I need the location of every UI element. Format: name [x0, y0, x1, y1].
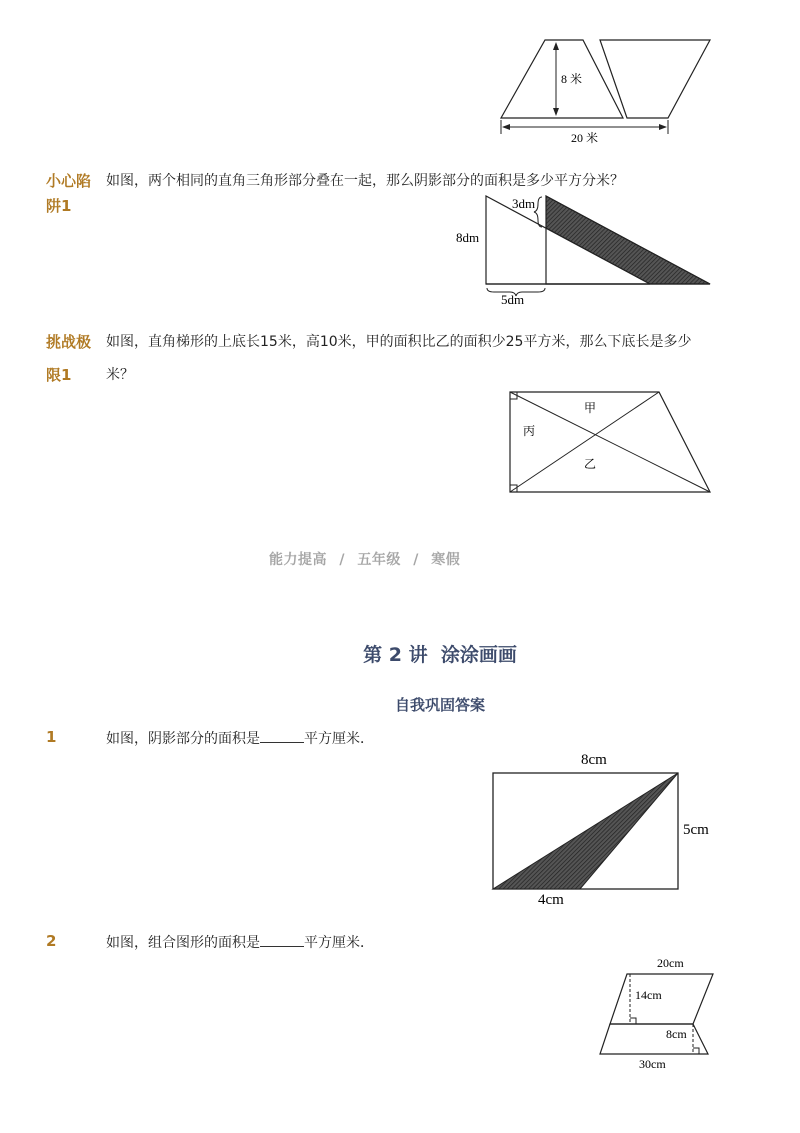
footer-part1: 能力提高: [269, 552, 327, 568]
label-3dm: 3dm: [512, 196, 536, 211]
label-5dm: 5dm: [501, 292, 525, 307]
challenge1-question-text: [106, 333, 746, 384]
q2-answer-blank: [260, 933, 304, 947]
label-4cm: 4cm: [538, 892, 564, 908]
base-arrow-head-right: [659, 124, 667, 130]
label-8cm-q2: 8cm: [666, 1027, 687, 1041]
section-title: 自我巩固答案: [394, 696, 485, 714]
top-trapezoid-figure: [495, 36, 720, 148]
base-label: 20 米: [571, 131, 599, 145]
footer-sep1: /: [339, 552, 345, 568]
q1-number: 1: [46, 728, 57, 746]
diagonal-1: [510, 392, 710, 492]
footer-sep2: /: [413, 552, 419, 568]
base-arrow-head-left: [502, 124, 510, 130]
q2-text-after: 平方厘米．: [304, 935, 374, 951]
trap1-label-line2: 阱1: [46, 197, 72, 215]
challenge1-label-line2: 限1: [46, 366, 72, 384]
label-yi: 乙: [584, 457, 597, 471]
label-bing: 丙: [523, 424, 536, 438]
height-arrow-head-top: [553, 42, 559, 50]
shaded-triangle: [493, 773, 678, 889]
trap1-question-text: 如图，两个相同的直角三角形部分叠在一起，那么阴影部分的面积是多少平方分米？: [106, 173, 624, 189]
footer-part3: 寒假: [431, 552, 461, 568]
right-angle-mark-8cm: [693, 1048, 699, 1054]
right-angle-mark-14cm: [630, 1018, 636, 1024]
q2-question-text: [106, 933, 374, 952]
q2-text-before: 如图，组合图形的面积是: [106, 935, 260, 951]
q1-text-before: 如图，阴影部分的面积是: [106, 731, 260, 747]
label-30cm: 30cm: [639, 1057, 666, 1071]
q1-answer-blank: [260, 729, 304, 743]
trap1-label: [46, 172, 91, 216]
label-14cm: 14cm: [635, 988, 662, 1002]
lesson-title: 第 2 讲 涂涂画画: [363, 644, 517, 666]
trap1-label-line1: 小心陷: [46, 172, 92, 190]
challenge1-label-line1: 挑战极: [46, 333, 92, 351]
q1-rectangle-figure: [480, 746, 720, 910]
bottom-trapezoid: [600, 1024, 708, 1054]
height-arrow-head-bottom: [553, 108, 559, 116]
label-8dm: 8dm: [456, 230, 480, 245]
trap1-triangles-figure: [452, 190, 716, 306]
challenge1-text-line2: 米？: [106, 367, 134, 383]
q2-composite-figure: [595, 952, 715, 1074]
label-8cm: 8cm: [581, 752, 607, 768]
footer-part2: 五年级: [357, 552, 401, 568]
label-jia: 甲: [584, 401, 597, 415]
challenge1-label: [46, 333, 91, 385]
challenge1-trapezoid-figure: [506, 389, 716, 497]
q2-number: 2: [46, 932, 57, 950]
label-5cm: 5cm: [683, 822, 709, 838]
q1-text-after: 平方厘米．: [304, 731, 374, 747]
q1-question-text: [106, 729, 374, 748]
page-footer: [269, 549, 460, 569]
label-20cm: 20cm: [657, 956, 684, 970]
height-label: 8 米: [561, 72, 583, 86]
challenge1-text-line1: 如图，直角梯形的上底长15米，高10米，甲的面积比乙的面积少25平方米，那么下底长是多少: [106, 334, 692, 350]
